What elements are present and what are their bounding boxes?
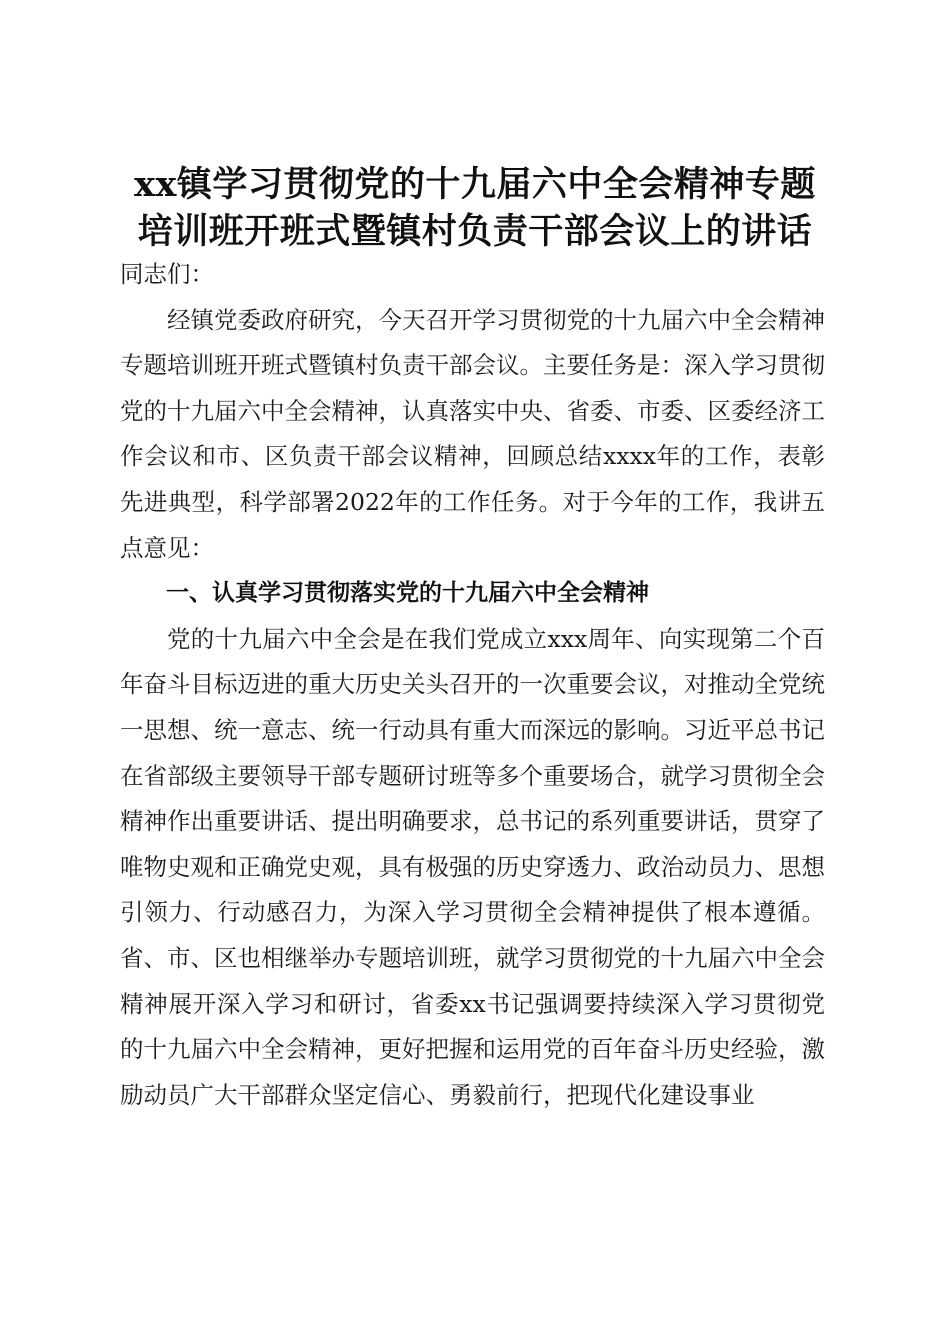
salutation: 同志们：	[120, 260, 214, 288]
document-body	[120, 252, 825, 1118]
intro-paragraph: 经镇党委政府研究，今天召开学习贯彻党的十九届六中全会精神专题培训班开班式暨镇村负责干部会议。主要任务是：深入学习贯彻党的十九届六中全会精神，认真落实中央、省委、市委、区委经济工作会议和市、区负责干部会议精神，回顾总结xxxx年的工作，表彰先进典型，科学部署2022年的工作任务。对于今年的工作，我讲五点意见：	[120, 305, 825, 562]
section-heading-1: 一、认真学习贯彻落实党的十九届六中全会精神	[166, 580, 649, 607]
section-1-paragraph: 党的十九届六中全会是在我们党成立xxx周年、向实现第二个百年奋斗目标迈进的重大历史关头召开的一次重要会议，对推动全党统一思想、统一意志、统一行动具有重大而深远的影响。习近平总书记在省部级主要领导干部专题研讨班等多个重要场合，就学习贯彻全会精神作出重要讲话、提出明确要求，总书记的系列重要讲话，贯穿了唯物史观和正确党史观，具有极强的历史穿透力、政治动员力、思想引领力、行动感召力，为深入学习贯彻全会精神提供了根本遵循。省、市、区也相继举办专题培训班，就学习贯彻党的十九届六中全会精神展开深入学习和研讨，省委xx书记强调要持续深入学习贯彻党的十九届六中全会精神，更好把握和运用党的百年奋斗历史经验，激励动员广大干部群众坚定信心、勇毅前行，把现代化建设事业	[120, 624, 825, 1109]
document-title	[100, 161, 850, 255]
title-line-1: xx镇学习贯彻党的十九届六中全会精神专题	[134, 164, 816, 206]
title-line-2: 培训班开班式暨镇村负责干部会议上的讲话	[137, 211, 813, 253]
